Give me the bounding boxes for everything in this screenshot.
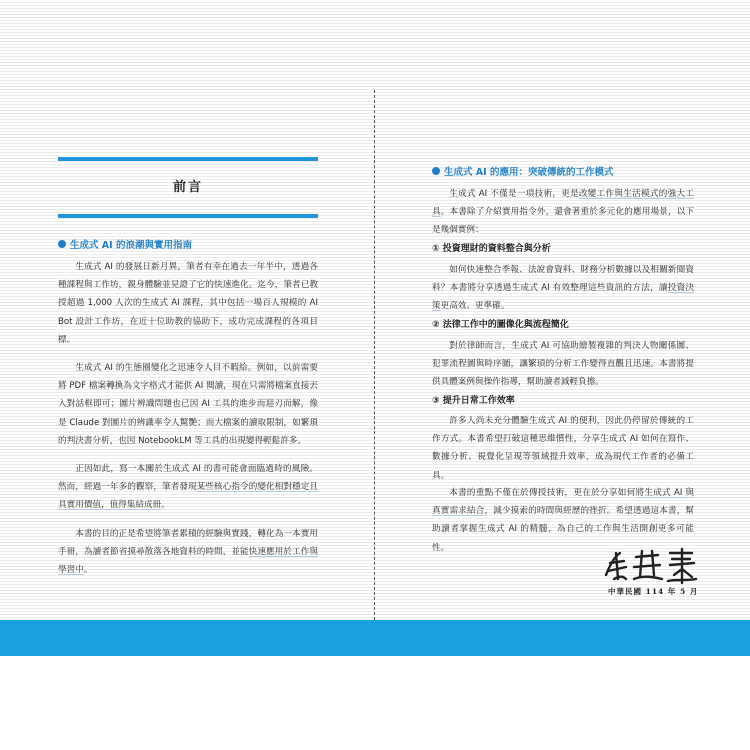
page-gutter-divider bbox=[374, 90, 375, 620]
author-signature bbox=[600, 545, 700, 587]
legal-text bbox=[432, 337, 694, 392]
highlight-text: 投資決策 bbox=[432, 283, 694, 312]
subheading-legal: ② 法律工作中的圖像化與流程簡化 bbox=[432, 320, 569, 330]
signature-date: 中華民國 114 年 5 月 bbox=[608, 587, 699, 596]
highlight-text: 將生成式 AI 與真實需求結合 bbox=[432, 488, 694, 517]
highlight-text: 快速應用於工作與學習中 bbox=[58, 546, 318, 576]
paragraph: 生成式 AI 的生態圈變化之迅速令人目不暇給。例如，以前需要將 PDF 檔案轉換為文字格式才能供 AI 閱讀，現在只需將檔案直接丟入對話框即可；圖片辨識問題也已因 AI 工具的進步而迎刃而解，像是 Claude 對圖片的辨識率令人驚艷；而大檔案的讀取限制，如繁瑣的判決書分析，也因 NotebookLM 等工具的出現變得輕鬆許多。 bbox=[58, 363, 318, 446]
page-title: 前言 bbox=[172, 180, 203, 195]
bottom-color-band bbox=[0, 620, 750, 656]
highlight-text: 某些核心指令的變化相對穩定且具實用價值，值得集結成冊 bbox=[58, 482, 318, 511]
right-section-heading bbox=[432, 164, 614, 178]
efficiency-text bbox=[432, 412, 694, 485]
title-bottom-rule bbox=[58, 214, 318, 218]
bullet-icon bbox=[432, 167, 440, 175]
right-section-heading-text: 生成式 AI 的應用：突破傳統的工作模式 bbox=[444, 167, 614, 178]
left-section-heading-text: 生成式 AI 的浪潮與實用指南 bbox=[70, 240, 193, 251]
highlight-text: 改變工作與生活模式的強大工具 bbox=[432, 189, 694, 218]
paragraph: 對於律師而言，生成式 AI 可協助繪製複雜的判決人物關係圖、犯罪流程圖與時序圖，讓繁瑣的分析工作變得直觀且迅速。本書將提供具體案例與操作指導，幫助讀者減輕負擔。 bbox=[432, 341, 694, 388]
bullet-icon bbox=[58, 240, 66, 248]
left-column-text bbox=[58, 258, 318, 579]
right-column-text bbox=[432, 185, 694, 240]
left-section-heading bbox=[58, 237, 192, 251]
investment-text bbox=[432, 261, 694, 316]
subheading-investment: ① 投資理財的資料整合與分析 bbox=[432, 244, 551, 254]
title-top-rule bbox=[58, 157, 318, 161]
paragraph: 生成式 AI 的發展日新月異，筆者有幸在過去一年半中，透過各種課程與工作坊，親身體驗並見證了它的快速進化。迄今，筆者已教授超過 1,000 人次的生成式 AI 課程，其中包括一場百人規模的 AI Bot 設計工作坊，在近十位助教的協助下，成功完成課程的各項目標。 bbox=[58, 262, 318, 345]
paragraph: 許多人尚未充分體驗生成式 AI 的便利，因此仍停留於傳統的工作方式。本書希望打破這種思維慣性，分享生成式 AI 如何在寫作、數據分析、視覺化呈現等領域提升效率，成為現代工作者的必備工具。 bbox=[432, 416, 694, 481]
bottom-margin bbox=[0, 656, 750, 750]
paragraph: 生成式 AI 不僅是一項技術，更是改變工作與生活模式的強大工具。本書除了介紹實用指令外，還會著重於多元化的應用場景，以下是幾個實例： bbox=[432, 189, 694, 236]
paragraph: 本書的目的正是希望將筆者累積的經驗與實踐，轉化為一本實用手冊，為讀者節省摸尋散落各地資料的時間，並能快速應用於工作與學習中。 bbox=[58, 528, 318, 576]
paragraph: 正因如此，寫一本關於生成式 AI 的書可能會面臨過時的風險。然而，經過一年多的觀察，筆者發現某些核心指令的變化相對穩定且具實用價值，值得集結成冊。 bbox=[58, 464, 318, 511]
paragraph: 本書的重點不僅在於傳授技術，更在於分享如何將生成式 AI 與真實需求結合，減少摸索的時間與經歷的挫折。希望透過這本書，幫助讀者掌握生成式 AI 的精髓，為自己的工作與生活開創更多可能性。 bbox=[432, 488, 694, 553]
paragraph: 如何快速整合季報、法說會資料、財務分析數據以及相關新聞資料？本書將分享透過生成式 AI 有效整理這些資訊的方法，讓投資決策更高效、更準確。 bbox=[432, 265, 694, 312]
subheading-efficiency: ③ 提升日常工作效率 bbox=[432, 396, 515, 406]
